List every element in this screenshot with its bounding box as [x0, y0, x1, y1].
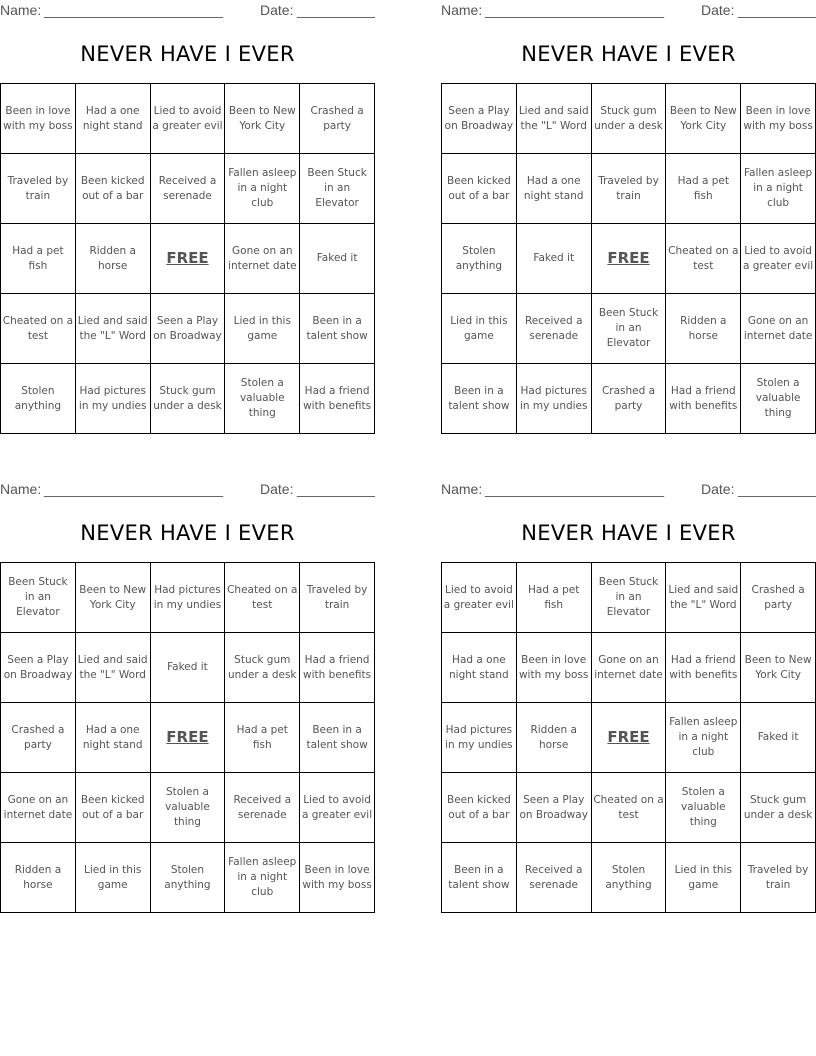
cell-text: Had a one night stand — [82, 723, 143, 751]
cell-text: Fallen asleep in a night club — [228, 856, 297, 898]
cell-text: Ridden a horse — [680, 314, 727, 342]
bingo-cell[interactable] — [666, 703, 741, 773]
cell-text: Been kicked out of a bar — [447, 174, 511, 202]
cell-text: Ridden a horse — [14, 863, 62, 891]
cell-text: Been kicked out of a bar — [447, 793, 511, 821]
bingo-cell[interactable] — [666, 154, 741, 224]
bingo-cell[interactable] — [741, 703, 816, 773]
bingo-cell[interactable] — [225, 703, 300, 773]
bingo-cell[interactable] — [666, 224, 741, 294]
cell-text: Had a one night stand — [449, 653, 509, 681]
bingo-cell[interactable] — [75, 294, 150, 364]
name-label: Name: — [441, 481, 483, 497]
bingo-cell[interactable] — [1, 224, 76, 294]
cell-text: Gone on an internet date — [743, 314, 813, 342]
cell-text: Stolen a valuable thing — [755, 377, 801, 419]
bingo-cell[interactable] — [516, 224, 591, 294]
cell-text: Been to New York City — [79, 583, 147, 611]
bingo-grid — [441, 562, 816, 913]
cell-text: Been kicked out of a bar — [80, 793, 145, 821]
bingo-cell[interactable] — [1, 703, 76, 773]
name-date-row — [0, 481, 375, 499]
bingo-cell[interactable] — [150, 154, 225, 224]
bingo-cell[interactable] — [516, 84, 591, 154]
bingo-cell[interactable] — [75, 224, 150, 294]
cell-text: Had a friend with benefits — [669, 384, 738, 412]
bingo-cell[interactable] — [591, 773, 666, 843]
cell-text: Faked it — [757, 731, 799, 743]
bingo-cell[interactable] — [516, 843, 591, 913]
bingo-cell[interactable] — [741, 773, 816, 843]
cell-text: Lied and said the "L" Word — [77, 653, 148, 681]
name-field[interactable]: _______________________ — [485, 2, 665, 18]
grid-row — [1, 154, 375, 224]
cell-text: Stolen anything — [455, 244, 503, 272]
bingo-cell[interactable] — [666, 364, 741, 434]
cell-text: Crashed a party — [601, 384, 656, 412]
cell-text: Been in a talent show — [448, 384, 510, 412]
name-field[interactable]: _______________________ — [44, 481, 224, 497]
grid-row — [442, 84, 816, 154]
bingo-cell[interactable] — [741, 364, 816, 434]
bingo-cell[interactable] — [591, 843, 666, 913]
cell-text: Received a serenade — [158, 174, 217, 202]
bingo-cell[interactable] — [442, 224, 517, 294]
bingo-cell[interactable] — [741, 563, 816, 633]
bingo-cell[interactable] — [516, 364, 591, 434]
bingo-cell[interactable] — [150, 364, 225, 434]
grid-row — [442, 294, 816, 364]
bingo-cell[interactable] — [150, 633, 225, 703]
bingo-cell[interactable] — [75, 154, 150, 224]
bingo-cell[interactable] — [300, 703, 375, 773]
cell-text: Had a pet fish — [236, 723, 288, 751]
bingo-cell[interactable] — [442, 563, 517, 633]
bingo-cell[interactable] — [150, 843, 225, 913]
bingo-cell[interactable] — [516, 294, 591, 364]
cell-text: Lied to avoid a greater evil — [301, 793, 373, 821]
grid-row — [1, 843, 375, 913]
cell-text: Faked it — [167, 661, 208, 673]
cell-text: Traveled by train — [7, 174, 69, 202]
cell-text: Had a pet fish — [677, 174, 729, 202]
bingo-cell[interactable] — [516, 563, 591, 633]
cell-text: Ridden a horse — [530, 723, 577, 751]
bingo-cell[interactable] — [442, 633, 517, 703]
cell-text: Lied in this game — [233, 314, 291, 342]
cell-text: Been Stuck in an Elevator — [307, 167, 367, 209]
cell-text: Cheated on a test — [668, 244, 739, 272]
cell-text: Been in a talent show — [448, 863, 510, 891]
bingo-cell[interactable] — [442, 294, 517, 364]
bingo-cell[interactable] — [442, 364, 517, 434]
cell-text: Lied to avoid a greater evil — [443, 583, 514, 611]
cell-text: Had a friend with benefits — [303, 384, 372, 412]
cell-text: Stuck gum under a desk — [743, 793, 813, 821]
bingo-cell[interactable] — [442, 84, 517, 154]
grid-row — [1, 224, 375, 294]
cell-text: Crashed a party — [751, 583, 805, 611]
bingo-grid — [0, 83, 375, 434]
bingo-cell[interactable] — [300, 84, 375, 154]
cell-text: Had a pet fish — [12, 244, 64, 272]
bingo-grid — [441, 83, 816, 434]
bingo-cell[interactable] — [225, 294, 300, 364]
cell-text: Faked it — [533, 252, 575, 264]
cell-text: Traveled by train — [747, 863, 809, 891]
date-field[interactable]: __________ — [738, 481, 816, 497]
bingo-cell[interactable] — [300, 773, 375, 843]
bingo-cell[interactable] — [741, 633, 816, 703]
cell-text: Stolen anything — [605, 863, 652, 891]
grid-row — [442, 773, 816, 843]
cell-text: Stolen a valuable thing — [239, 377, 285, 419]
bingo-grid — [0, 562, 375, 913]
bingo-cell[interactable] — [516, 773, 591, 843]
cell-text: Had a pet fish — [528, 583, 580, 611]
cell-text: FREE — [607, 728, 650, 746]
cell-text: Fallen asleep in a night club — [669, 716, 738, 758]
cell-text: Stuck gum under a desk — [227, 653, 297, 681]
grid-row — [442, 563, 816, 633]
bingo-cell[interactable] — [666, 843, 741, 913]
bingo-cell[interactable] — [300, 294, 375, 364]
cell-text: Been in love with my boss — [518, 653, 589, 681]
bingo-cell[interactable] — [741, 84, 816, 154]
card-title: NEVER HAVE I EVER — [521, 521, 736, 545]
cell-text: Gone on an internet date — [3, 793, 73, 821]
grid-row — [442, 364, 816, 434]
cell-text: Received a serenade — [524, 314, 583, 342]
cell-text: Been in love with my boss — [302, 863, 372, 891]
grid-row — [1, 84, 375, 154]
bingo-cell[interactable] — [300, 633, 375, 703]
bingo-cell[interactable] — [1, 154, 76, 224]
cell-text: Had a one night stand — [523, 174, 584, 202]
cell-text: Received a serenade — [233, 793, 292, 821]
cell-text: Cheated on a test — [227, 583, 298, 611]
date-label: Date: — [701, 481, 735, 497]
cell-text: Been in love with my boss — [743, 104, 813, 132]
bingo-cell[interactable] — [300, 563, 375, 633]
cell-text: Cheated on a test — [593, 793, 664, 821]
bingo-cell[interactable] — [225, 773, 300, 843]
bingo-cell[interactable] — [442, 703, 517, 773]
name-label: Name: — [0, 2, 42, 18]
grid-row — [442, 633, 816, 703]
bingo-cell[interactable] — [516, 703, 591, 773]
bingo-cell[interactable] — [442, 154, 517, 224]
card-title: NEVER HAVE I EVER — [80, 42, 295, 66]
cell-text: Stolen anything — [14, 384, 62, 412]
grid-row — [442, 224, 816, 294]
date-label: Date: — [701, 2, 735, 18]
cell-text: Stuck gum under a desk — [594, 104, 663, 132]
cell-text: Crashed a party — [11, 723, 65, 751]
cell-text: Stolen a valuable thing — [165, 786, 210, 828]
cell-text: Lied in this game — [674, 863, 732, 891]
bingo-cell[interactable] — [1, 84, 76, 154]
cell-text: Stolen anything — [164, 863, 211, 891]
cell-text: Been to New York City — [669, 104, 737, 132]
grid-row — [1, 773, 375, 843]
bingo-cell[interactable] — [150, 563, 225, 633]
date-label: Date: — [260, 2, 294, 18]
bingo-cell[interactable] — [741, 224, 816, 294]
bingo-cell[interactable] — [75, 703, 150, 773]
bingo-cell[interactable] — [225, 224, 300, 294]
cell-text: Been in love with my boss — [3, 104, 73, 132]
bingo-cell[interactable] — [300, 364, 375, 434]
grid-row — [1, 633, 375, 703]
free-space[interactable] — [150, 703, 225, 773]
grid-row — [1, 294, 375, 364]
cell-text: Been in a talent show — [306, 314, 368, 342]
cell-text: Had a friend with benefits — [669, 653, 738, 681]
cell-text: Been to New York City — [228, 104, 296, 132]
bingo-cell[interactable] — [591, 154, 666, 224]
bingo-cell[interactable] — [150, 294, 225, 364]
bingo-cell[interactable] — [516, 633, 591, 703]
cell-text: Seen a Play on Broadway — [153, 314, 222, 342]
free-space[interactable] — [591, 703, 666, 773]
cell-text: Received a serenade — [524, 863, 583, 891]
bingo-cell[interactable] — [225, 843, 300, 913]
card-title: NEVER HAVE I EVER — [521, 42, 736, 66]
cell-text: Lied in this game — [450, 314, 508, 342]
cell-text: Traveled by train — [598, 174, 659, 202]
bingo-cell[interactable] — [442, 773, 517, 843]
bingo-cell[interactable] — [666, 633, 741, 703]
bingo-cell[interactable] — [225, 633, 300, 703]
bingo-cell[interactable] — [75, 843, 150, 913]
bingo-cell[interactable] — [300, 843, 375, 913]
name-field[interactable]: _______________________ — [485, 481, 665, 497]
cell-text: Had a one night stand — [82, 104, 143, 132]
name-date-row — [0, 2, 375, 20]
name-date-row — [441, 2, 816, 20]
grid-row — [1, 364, 375, 434]
bingo-cell[interactable] — [75, 84, 150, 154]
name-label: Name: — [441, 2, 483, 18]
bingo-cell[interactable] — [150, 773, 225, 843]
bingo-cell[interactable] — [225, 154, 300, 224]
cell-text: FREE — [166, 728, 209, 746]
cell-text: Been in a talent show — [306, 723, 368, 751]
name-field[interactable]: _______________________ — [44, 2, 224, 18]
bingo-cell[interactable] — [75, 633, 150, 703]
grid-row — [442, 154, 816, 224]
cell-text: Had pictures in my undies — [78, 384, 147, 412]
cell-text: Lied and said the "L" Word — [668, 583, 739, 611]
bingo-cell[interactable] — [75, 364, 150, 434]
cell-text: FREE — [607, 249, 650, 267]
cell-text: Had pictures in my undies — [519, 384, 588, 412]
cell-text: Had a friend with benefits — [303, 653, 372, 681]
bingo-cell[interactable] — [1, 364, 76, 434]
free-space[interactable] — [150, 224, 225, 294]
free-space[interactable] — [591, 224, 666, 294]
bingo-cell[interactable] — [225, 84, 300, 154]
cell-text: FREE — [166, 249, 209, 267]
bingo-cell[interactable] — [1, 294, 76, 364]
cell-text: Lied to avoid a greater evil — [152, 104, 223, 132]
bingo-cell[interactable] — [741, 294, 816, 364]
grid-row — [1, 563, 375, 633]
bingo-cell[interactable] — [591, 364, 666, 434]
cell-text: Stuck gum under a desk — [153, 384, 222, 412]
bingo-cell[interactable] — [591, 84, 666, 154]
cell-text: Stolen a valuable thing — [680, 786, 726, 828]
grid-row — [442, 843, 816, 913]
bingo-cell[interactable] — [591, 563, 666, 633]
cell-text: Seen a Play on Broadway — [444, 104, 514, 132]
cell-text: Been to New York City — [744, 653, 812, 681]
bingo-cell[interactable] — [666, 773, 741, 843]
bingo-cell[interactable] — [591, 633, 666, 703]
bingo-cell[interactable] — [1, 843, 76, 913]
date-label: Date: — [260, 481, 294, 497]
bingo-cell[interactable] — [666, 294, 741, 364]
bingo-cell[interactable] — [300, 154, 375, 224]
cell-text: Been kicked out of a bar — [80, 174, 145, 202]
cell-text: Gone on an internet date — [228, 244, 297, 272]
cell-text: Gone on an internet date — [594, 653, 663, 681]
bingo-cell[interactable] — [666, 84, 741, 154]
grid-row — [1, 703, 375, 773]
cell-text: Fallen asleep in a night club — [743, 167, 813, 209]
cell-text: Lied in this game — [84, 863, 142, 891]
bingo-cell[interactable] — [666, 563, 741, 633]
bingo-cell[interactable] — [741, 154, 816, 224]
cell-text: Had pictures in my undies — [153, 583, 222, 611]
bingo-cell[interactable] — [225, 364, 300, 434]
bingo-cell[interactable] — [75, 773, 150, 843]
name-date-row — [441, 481, 816, 499]
cell-text: Had pictures in my undies — [445, 723, 513, 751]
cell-text: Seen a Play on Broadway — [3, 653, 73, 681]
bingo-cell[interactable] — [741, 843, 816, 913]
cell-text: Lied and said the "L" Word — [77, 314, 148, 342]
bingo-cell[interactable] — [225, 563, 300, 633]
card-title: NEVER HAVE I EVER — [80, 521, 295, 545]
bingo-cell[interactable] — [1, 773, 76, 843]
bingo-cell[interactable] — [1, 633, 76, 703]
bingo-cell[interactable] — [591, 294, 666, 364]
name-label: Name: — [0, 481, 42, 497]
cell-text: Cheated on a test — [2, 314, 74, 342]
bingo-cell[interactable] — [516, 154, 591, 224]
date-field[interactable]: __________ — [297, 2, 375, 18]
cell-text: Crashed a party — [310, 104, 364, 132]
cell-text: Been Stuck in an Elevator — [8, 576, 68, 618]
bingo-cell[interactable] — [300, 224, 375, 294]
date-field[interactable]: __________ — [297, 481, 375, 497]
cell-text: Seen a Play on Broadway — [519, 793, 588, 821]
cell-text: Lied to avoid a greater evil — [743, 244, 814, 272]
bingo-cell[interactable] — [75, 563, 150, 633]
bingo-cell[interactable] — [442, 843, 517, 913]
cell-text: Been Stuck in an Elevator — [598, 307, 659, 349]
cell-text: Traveled by train — [306, 583, 368, 611]
grid-row — [442, 703, 816, 773]
cell-text: Lied and said the "L" Word — [518, 104, 589, 132]
bingo-cell[interactable] — [1, 563, 76, 633]
cell-text: Faked it — [316, 252, 358, 264]
cell-text: Fallen asleep in a night club — [228, 167, 297, 209]
bingo-cell[interactable] — [150, 84, 225, 154]
cell-text: Ridden a horse — [89, 244, 136, 272]
cell-text: Been Stuck in an Elevator — [598, 576, 659, 618]
date-field[interactable]: __________ — [738, 2, 816, 18]
